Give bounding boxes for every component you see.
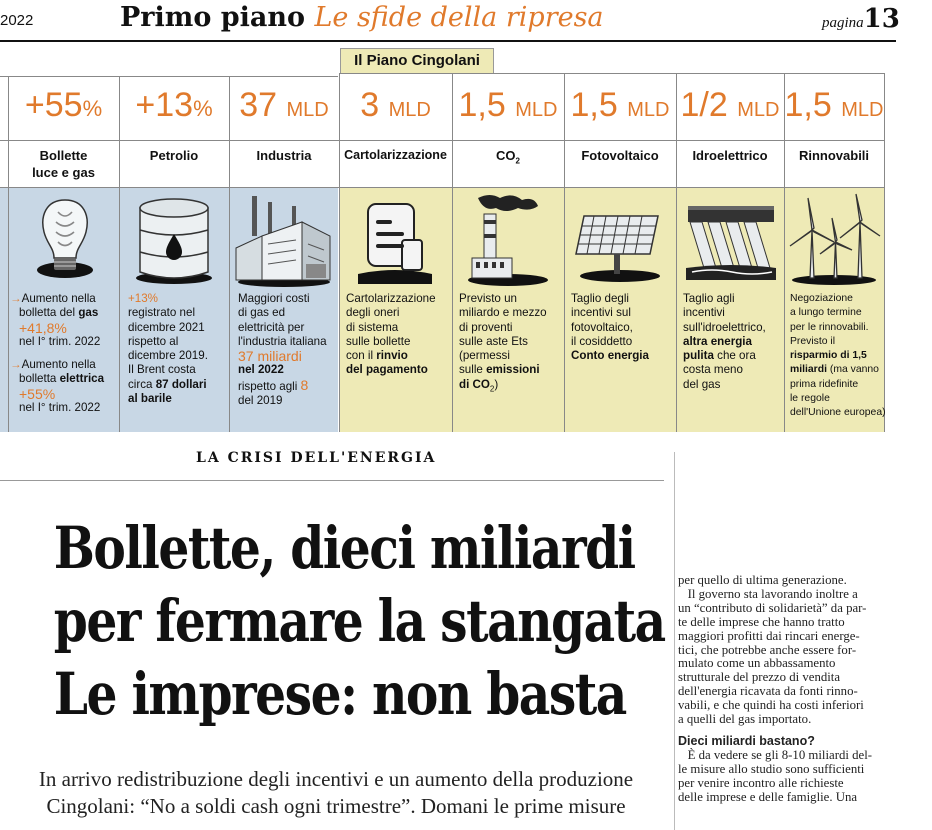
value-petrolio: +13% <box>135 86 213 124</box>
colname-cartolarizzazione: Cartolarizzazione <box>344 148 447 162</box>
text-petrolio: +13% registrato nel dicembre 2021 rispetto al dicembre 2019. Il Brent costa circa 87 dollari al barile <box>128 292 208 406</box>
value-rinnovabili: 1,5 MLD <box>784 86 884 124</box>
row-divider <box>0 140 884 141</box>
subheadline-line: Cingolani: “No a soldi cash ogni trimestre”. Domani le prime misure <box>46 794 626 818</box>
header-topic: Le sfide della ripresa <box>314 2 604 33</box>
text-bollette: →Aumento nella bolletta del gas +41,8% nel I° trim. 2022 →Aumento nella bolletta elettrica +55% nel I° trim. 2022 <box>10 292 105 415</box>
subheadline <box>0 766 672 820</box>
text-industria: Maggiori costi di gas ed elettricità per l'industria italiana 37 miliardi nel 2022 rispetto agli 8 del 2019 <box>238 292 327 408</box>
column-rule <box>674 452 675 830</box>
colname-petrolio: Petrolio <box>149 148 199 163</box>
plan-badge: Il Piano Cingolani <box>340 48 494 74</box>
section-title: LA CRISI DELL'ENERGIA <box>196 450 437 466</box>
smokestack-icon <box>460 192 556 288</box>
colname-idroelettrico: Idroelettrico <box>692 148 768 163</box>
header-year: 2022 <box>0 12 34 29</box>
column-divider <box>452 73 453 432</box>
article-subtitle: Dieci miliardi bastano? <box>678 733 815 748</box>
value-cartolarizzazione: 3 MLD <box>360 86 431 124</box>
factory-icon <box>232 192 336 288</box>
headline-line: Bollette, dieci miliardi <box>53 514 635 582</box>
column-divider <box>229 76 230 432</box>
value-industria: 37 MLD <box>239 86 329 124</box>
headline-line: Le imprese: non basta <box>53 660 626 728</box>
value-fotovoltaico: 1,5 MLD <box>570 86 670 124</box>
header-rule <box>0 40 896 42</box>
page-number <box>822 4 900 34</box>
colname-rinnovabili: Rinnovabili <box>798 148 870 163</box>
solar-panel-icon <box>570 192 670 288</box>
value-idroelettrico: 1/2 MLD <box>680 86 780 124</box>
headline-line: per fermare la stangata <box>53 587 665 655</box>
value-co2: 1,5 MLD <box>458 86 558 124</box>
wind-turbine-icon <box>786 192 882 288</box>
text-fotovoltaico: Taglio degli incentivi sul fotovoltaico, il cosiddetto Conto energia <box>571 292 649 363</box>
page-label: pagina <box>822 15 864 31</box>
text-co2: Previsto un miliardo e mezzo di proventi sulle aste Ets (permessi sulle emissioni di $CO_2$) <box>459 292 547 394</box>
headline <box>53 512 665 731</box>
dam-icon <box>682 192 780 288</box>
colname-industria: Industria <box>256 148 312 163</box>
text-rinnovabili: Negoziazione a lungo termine per le rinnovabili. Previsto il risparmio di 1,5 miliardi (ma vanno prima ridefinite le regole dell'Unione europea) <box>790 293 886 419</box>
column-divider <box>339 73 340 432</box>
infographic-top-rule <box>0 76 338 77</box>
text-idroelettrico: Taglio agli incentivi sull'idroelettrico, altra energia pulita che ora costa meno del gas <box>683 292 766 391</box>
arrow-right-icon: → <box>10 292 22 305</box>
value-bollette: +55% <box>24 86 103 124</box>
column-divider <box>8 76 9 432</box>
colname-fotovoltaico: Fotovoltaico <box>581 148 659 163</box>
lightbulb-icon <box>20 192 110 288</box>
colname-bollette: Bollette luce e gas <box>32 148 95 180</box>
plan-top-rule <box>340 73 884 74</box>
subheadline-line: In arrivo redistribuzione degli incentivi e un aumento della produzione <box>38 767 634 791</box>
row-divider <box>0 187 884 188</box>
arrow-right-icon: → <box>10 358 22 372</box>
page-number-value: 13 <box>863 4 900 34</box>
column-divider <box>564 73 565 432</box>
column-divider <box>119 76 120 432</box>
column-divider <box>784 73 785 432</box>
article-body: per quello di ultima generazione. Il governo sta lavorando inoltre a un “contributo di solidarietà” da par- te delle imprese che hanno tratto maggiori profitti dai rincari energe- tici, che potrebbe anche essere for- mulato come un abbassamento strutturale del prezzo di vendita dell'energia ricavata da fonti rinno- vabili, e che quindi ha costi inferiori a quelli del gas importato. Dieci miliardi bastano? È da vedere se gli 8-10 miliardi del- le misure allo studio sono sufficienti per venire incontro alle richieste delle imprese e delle famiglie. Una <box>678 574 888 805</box>
section-rule <box>0 480 664 481</box>
header-title <box>120 2 604 33</box>
header-section: Primo piano <box>120 2 306 33</box>
colname-co2: $CO_2$ <box>496 148 520 166</box>
oil-barrel-icon <box>126 192 222 288</box>
text-cartolarizzazione: Cartolarizzazione degli oneri di sistema sulle bollette con il rinvio del pagamento <box>346 292 436 377</box>
column-divider <box>676 73 677 432</box>
document-icon <box>350 192 440 288</box>
